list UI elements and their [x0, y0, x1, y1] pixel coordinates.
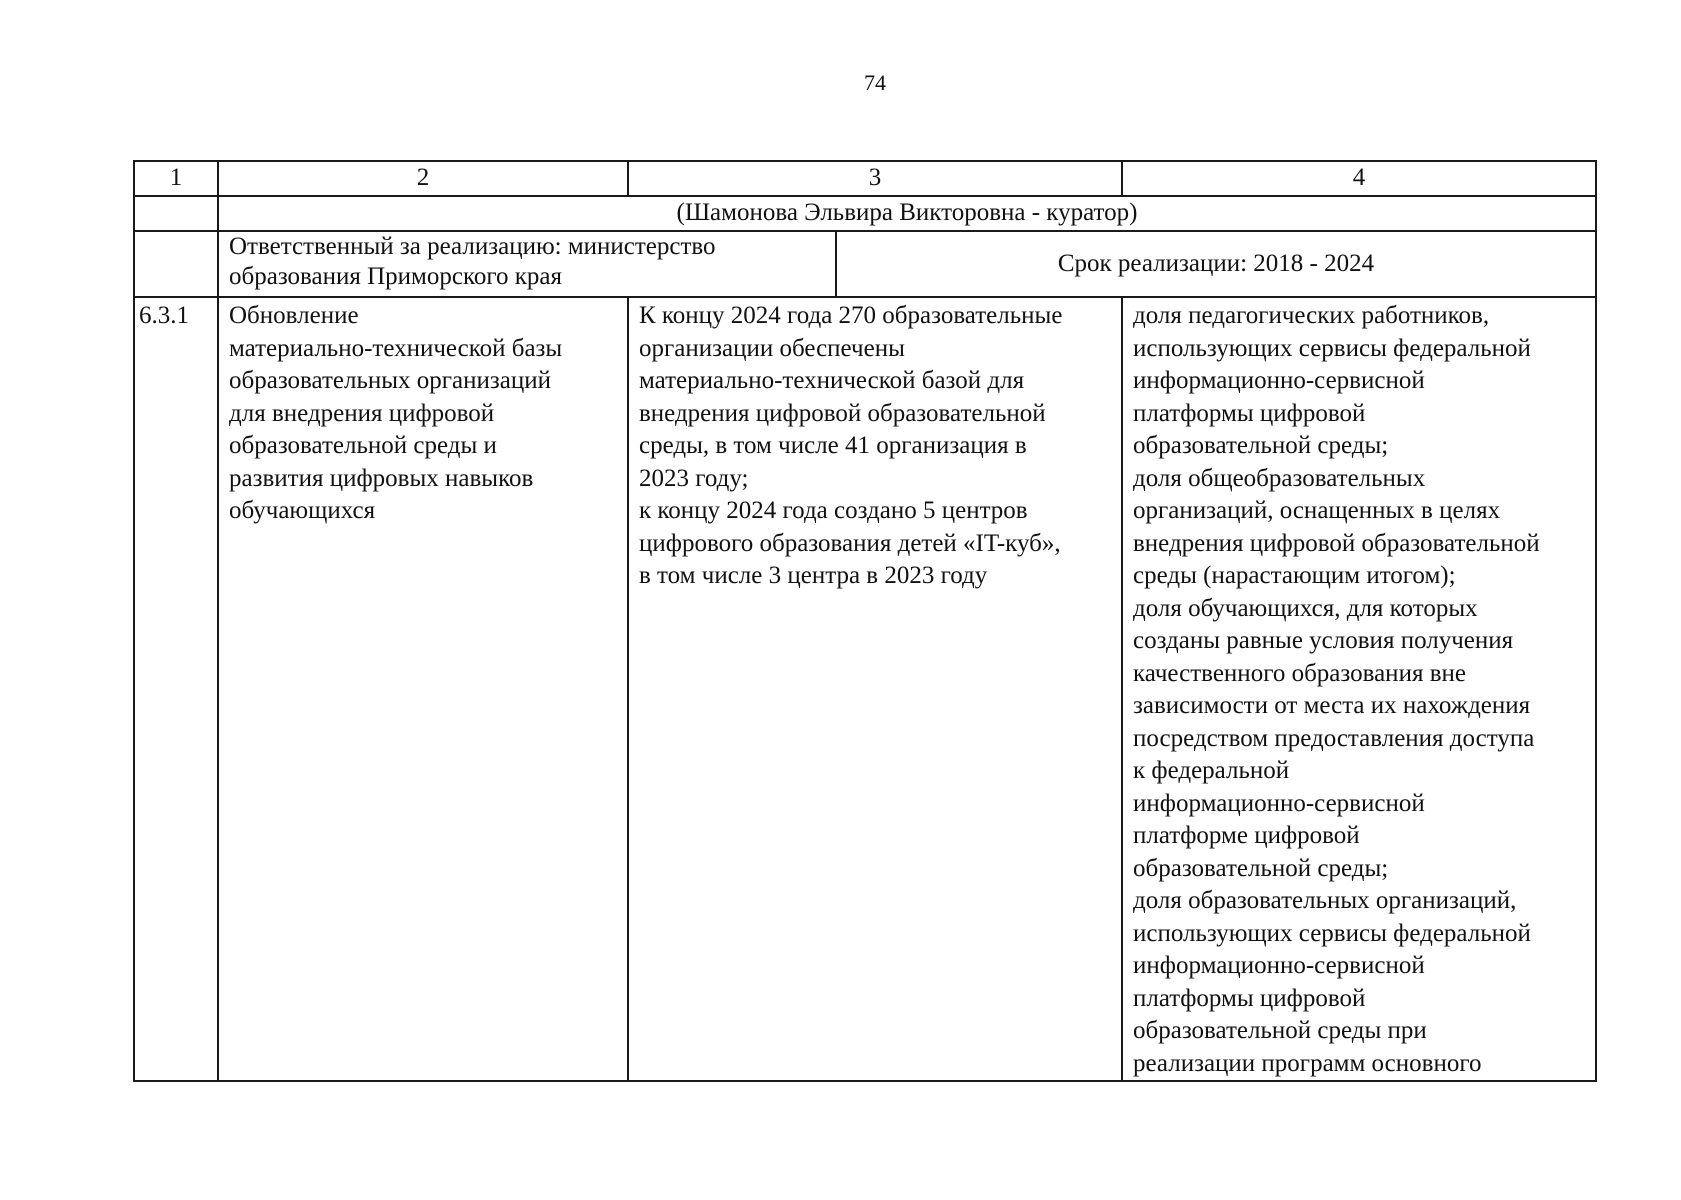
task-cell	[218, 297, 628, 1081]
responsible-empty-cell	[134, 231, 218, 297]
result-line: к концу 2024 года создано 5 центров	[639, 497, 1028, 524]
curator-cell: (Шамонова Эльвира Викторовна - куратор)	[218, 196, 1596, 231]
result-line: внедрения цифровой образовательной	[639, 399, 1046, 427]
result-cell	[628, 297, 1122, 1081]
indicator-line: организаций, оснащенных в целях	[1133, 497, 1501, 524]
task-line: обучающихся	[229, 497, 376, 524]
indicator-line: использующих сервисы федеральной	[1133, 334, 1531, 362]
indicator-line: информационно-сервисной	[1133, 952, 1425, 979]
responsible-row	[134, 231, 1596, 297]
indicator-line: посредством предоставления доступа	[1133, 724, 1535, 752]
term-cell: Срок реализации: 2018 - 2024	[836, 231, 1596, 297]
indicator-line: платформе цифровой	[1133, 822, 1360, 849]
indicator-line: качественного образования вне	[1133, 659, 1466, 687]
indicator-line: образовательной среды;	[1133, 432, 1389, 459]
result-line: цифрового образования детей «IT-куб»,	[639, 529, 1061, 557]
measures-table	[133, 160, 1597, 1082]
indicator-line: созданы равные условия получения	[1133, 627, 1514, 654]
indicator-line: образовательной среды;	[1133, 854, 1389, 882]
indicator-line: доля педагогических работников,	[1133, 302, 1490, 329]
row-number: 6.3.1	[134, 297, 218, 1081]
indicator-line: зависимости от места их нахождения	[1133, 692, 1531, 719]
result-line: в том числе 3 центра в 2023 году	[639, 562, 988, 589]
curator-row	[134, 196, 1596, 231]
indicator-line: внедрения цифровой образовательной	[1133, 529, 1540, 557]
indicator-line: доля общеобразовательных	[1133, 464, 1426, 492]
indicator-line: платформы цифровой	[1133, 399, 1366, 427]
indicator-line: информационно-сервисной	[1133, 367, 1425, 394]
indicator-line: среды (нарастающим итогом);	[1133, 562, 1456, 589]
result-line: организации обеспечены	[639, 334, 905, 362]
responsible-line: образования Приморского края	[229, 263, 562, 290]
indicator-line: информационно-сервисной	[1133, 789, 1425, 817]
indicator-line: платформы цифровой	[1133, 984, 1366, 1012]
indicators-cell	[1122, 297, 1596, 1081]
result-line: 2023 году;	[639, 464, 749, 492]
task-line: Обновление	[229, 302, 359, 329]
column-number-3: 3	[628, 161, 1122, 196]
result-line: среды, в том числе 41 организация в	[639, 432, 1027, 459]
column-number-1: 1	[134, 161, 218, 196]
result-line: К концу 2024 года 270 образовательные	[639, 302, 1063, 329]
task-line: материально-технической базы	[229, 334, 563, 362]
task-line: для внедрения цифровой	[229, 399, 495, 427]
table-row	[134, 297, 1596, 1081]
column-number-4: 4	[1122, 161, 1596, 196]
column-number-row	[134, 161, 1596, 196]
result-line: материально-технической базой для	[639, 367, 1025, 394]
indicator-line: доля образовательных организаций,	[1133, 887, 1517, 914]
indicator-line: реализации программ основного	[1133, 1049, 1482, 1077]
task-line: развития цифровых навыков	[229, 464, 534, 492]
task-line: образовательных организаций	[229, 367, 552, 394]
indicator-line: использующих сервисы федеральной	[1133, 919, 1531, 947]
indicator-line: к федеральной	[1133, 757, 1290, 784]
responsible-cell	[218, 231, 836, 297]
indicator-line: доля обучающихся, для которых	[1133, 594, 1478, 622]
curator-empty-cell	[134, 196, 218, 231]
page-number: 74	[864, 70, 886, 95]
column-number-2: 2	[218, 161, 628, 196]
indicator-line: образовательной среды при	[1133, 1017, 1427, 1044]
responsible-line: Ответственный за реализацию: министерство	[229, 233, 716, 260]
task-line: образовательной среды и	[229, 432, 497, 459]
